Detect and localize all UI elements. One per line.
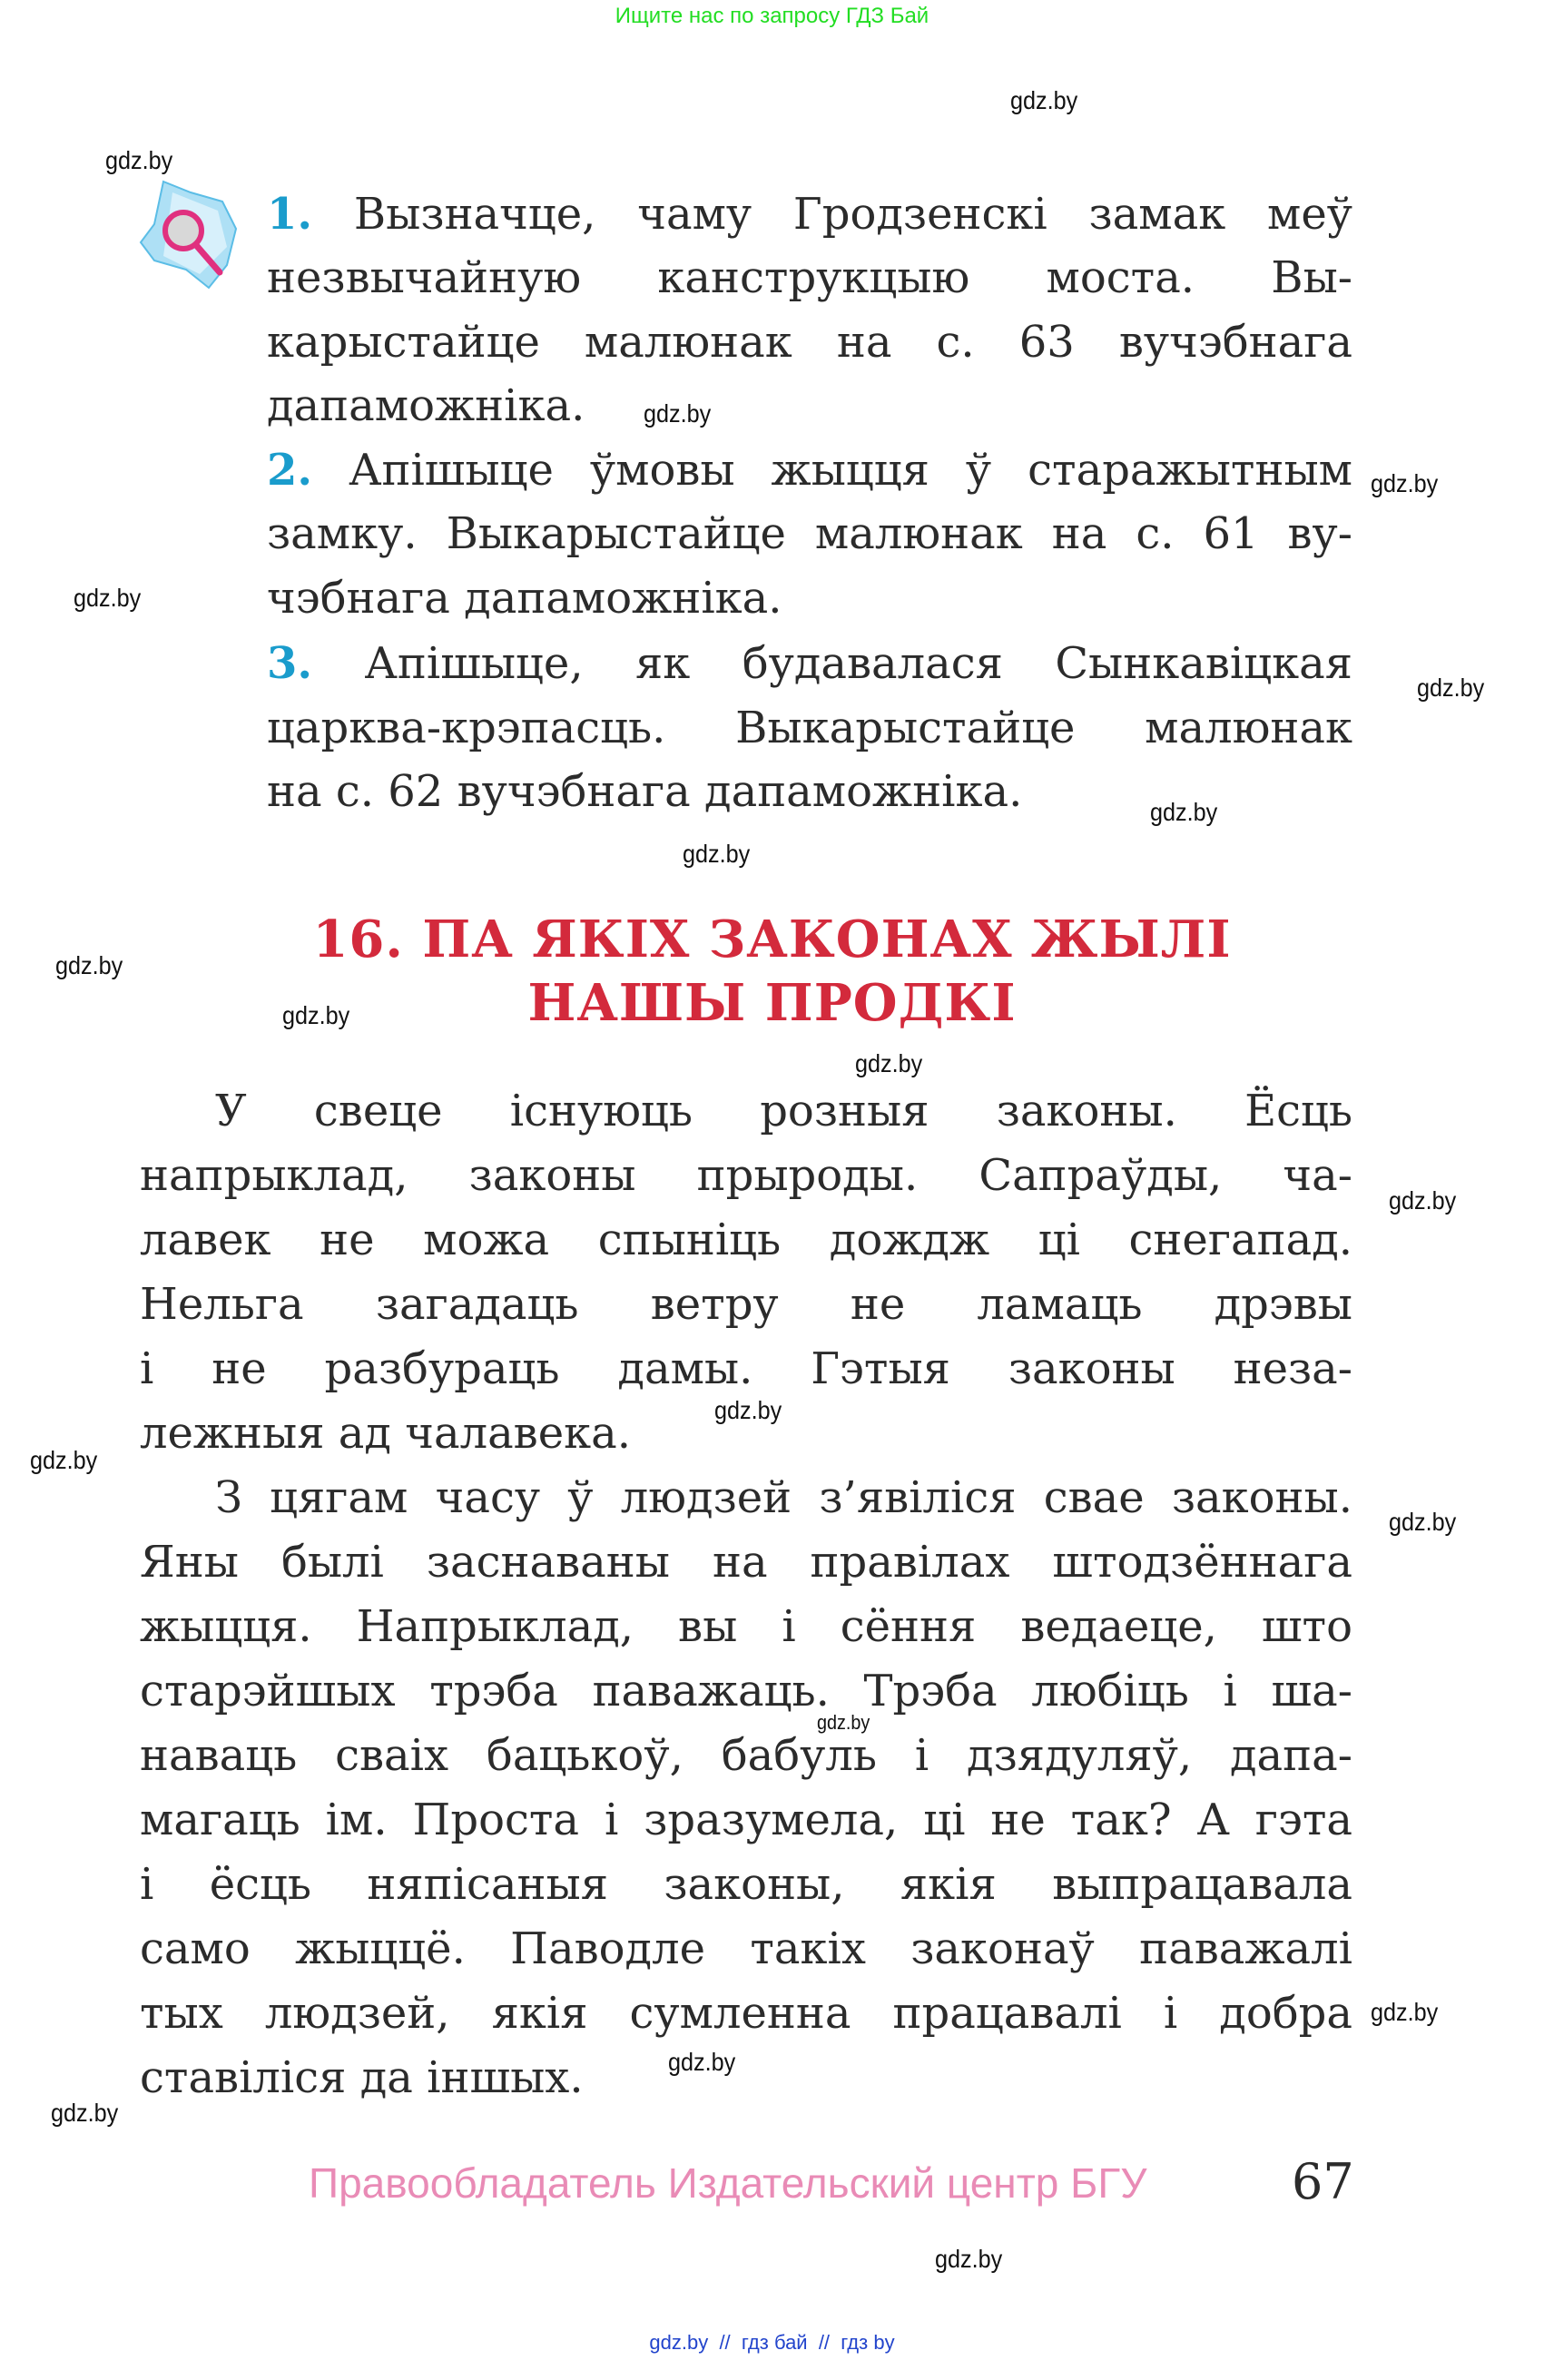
paragraph-1-line: лавек не можа спыніць дождж ці снегапад. — [140, 1215, 1352, 1265]
paragraph-1-line: лежныя ад чалавека. — [140, 1408, 631, 1459]
paragraph-2-line: жыцця. Напрыклад, вы і сёння ведаеце, што — [140, 1601, 1352, 1652]
watermark: gdz.by — [1150, 798, 1218, 826]
magnifier-task-icon — [136, 174, 245, 292]
watermark: gdz.by — [1010, 86, 1078, 114]
watermark: gdz.by — [1371, 469, 1439, 497]
paragraph-1-line: напрыклад, законы прыроды. Сапраўды, ча- — [140, 1150, 1352, 1201]
bottom-links[interactable]: gdz.by // гдз бай // гдз by — [649, 2331, 895, 2354]
task-number: 1. — [267, 189, 313, 240]
task-3-line — [267, 636, 1352, 691]
watermark: gdz.by — [51, 2099, 119, 2127]
paragraph-2-line: ставіліся да іншых. — [140, 2052, 584, 2103]
paragraph-2-line: і ёсць няпісаныя законы, якія выпрацавала — [140, 1859, 1352, 1910]
paragraph-2-line: наваць сваіх бацькоў, бабуль і дзядуляў, дапа- — [140, 1730, 1352, 1781]
watermark: gdz.by — [55, 951, 123, 979]
lesson-title-line-2: НАШЫ ПРОДКІ — [527, 973, 1017, 1033]
task-2-line: чэбнага дапаможніка. — [267, 573, 782, 624]
task-3-line: царква-крэпасць. Выкарыстайце малюнак — [267, 703, 1352, 753]
page-number: 67 — [1292, 2153, 1354, 2210]
task-text: Вызначце, чаму Гродзенскі замак меў — [353, 189, 1353, 240]
paragraph-1-line: і не разбураць дамы. Гэтыя законы неза- — [140, 1343, 1352, 1394]
watermark: gdz.by — [74, 584, 142, 612]
watermark: gdz.by — [1389, 1508, 1457, 1536]
watermark: gdz.by — [668, 2048, 736, 2076]
task-2-line: замку. Выкарыстайце малюнак на с. 61 ву- — [267, 508, 1352, 559]
watermark: gdz.by — [1389, 1186, 1457, 1215]
watermark: gdz.by — [282, 1001, 350, 1029]
top-search-note: Ищите нас по запросу ГДЗ Бай — [615, 4, 929, 28]
paragraph-1-line: Нельга загадаць ветру не ламаць дрэвы — [140, 1279, 1352, 1330]
watermark: gdz.by — [30, 1446, 98, 1474]
paragraph-2-line: Яны былі заснаваны на правілах штодзённага — [140, 1537, 1352, 1588]
task-1-line — [267, 187, 1352, 241]
watermark: gdz.by — [714, 1396, 782, 1424]
task-2-line — [267, 443, 1352, 497]
task-1-line: карыстайце малюнак на с. 63 вучэбнага — [267, 317, 1352, 368]
paragraph-1-line: У свеце існуюць розныя законы. Ёсць — [215, 1086, 1352, 1136]
watermark: gdz.by — [817, 1711, 870, 1734]
task-1-line: незвычайную канструкцыю моста. Вы- — [267, 252, 1352, 303]
watermark: gdz.by — [1417, 674, 1485, 702]
task-3-line: на с. 62 вучэбнага дапаможніка. — [267, 766, 1023, 817]
paragraph-2-line: З цягам часу ў людзей з’явіліся свае законы. — [215, 1472, 1352, 1523]
task-number: 2. — [267, 445, 313, 496]
watermark: gdz.by — [855, 1049, 923, 1077]
paragraph-2-line: магаць ім. Проста і зразумела, ці не так? А гэта — [140, 1795, 1352, 1845]
copyright-owner: Правообладатель Издательский центр БГУ — [309, 2159, 1147, 2207]
paragraph-2-line: старэйшых трэба паважаць. Трэба любіць і ша- — [140, 1666, 1352, 1716]
task-1-line: дапаможніка. — [267, 380, 585, 431]
watermark: gdz.by — [1371, 1998, 1439, 2026]
task-text: Апішыце ўмовы жыцця ў старажытным — [349, 445, 1352, 496]
paragraph-2-line: тых людзей, якія сумленна працавалі і добра — [140, 1988, 1352, 2039]
watermark: gdz.by — [644, 399, 712, 428]
watermark: gdz.by — [105, 146, 173, 174]
task-number: 3. — [267, 638, 313, 689]
task-text: Апішыце, як будавалася Сынкавіцкая — [364, 638, 1353, 689]
lesson-title-line-1: 16. ПА ЯКІХ ЗАКОНАХ ЖЫЛІ — [312, 910, 1232, 969]
watermark: gdz.by — [935, 2245, 1003, 2273]
paragraph-2-line: само жыццё. Паводле такіх законаў паважалі — [140, 1923, 1352, 1974]
watermark: gdz.by — [683, 840, 751, 868]
